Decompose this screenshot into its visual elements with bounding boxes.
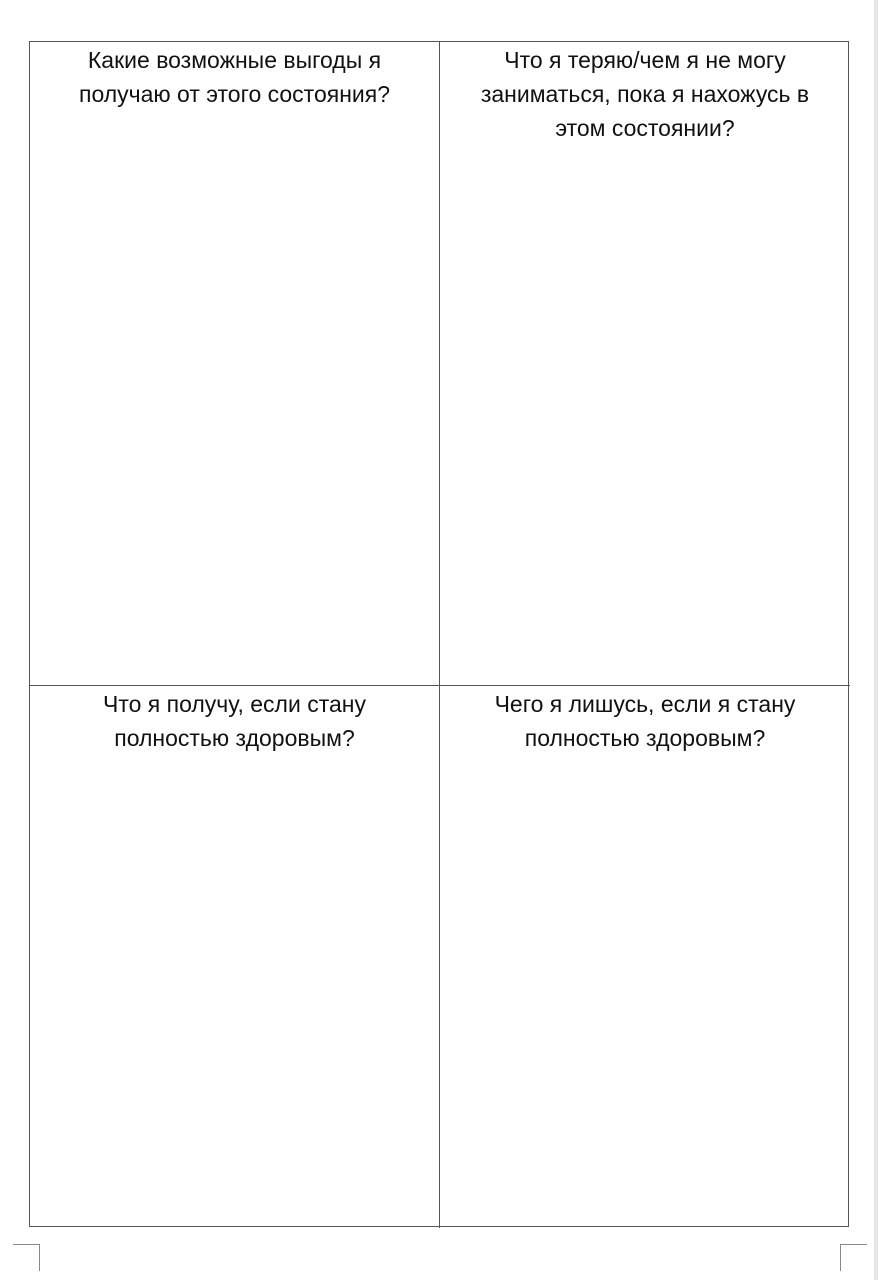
table-cell-gain-if-healthy[interactable]	[30, 686, 440, 1228]
worksheet-table	[29, 41, 849, 1227]
cell-question: Что я теряю/чем я не могу заниматься, пока я нахожусь в этом состоянии?	[480, 47, 810, 141]
page-edge-shadow	[874, 0, 878, 1280]
table-cell-losses[interactable]	[440, 42, 850, 686]
page-corner-mark-right	[840, 1244, 867, 1271]
cell-question: Что я получу, если стану полностью здоровым?	[103, 691, 366, 751]
page-corner-mark-left	[13, 1244, 40, 1271]
cell-question: Чего я лишусь, если я стану полностью здоровым?	[494, 691, 796, 751]
table-cell-benefits[interactable]	[30, 42, 440, 686]
table-cell-loss-if-healthy[interactable]	[440, 686, 850, 1228]
cell-question: Какие возможные выгоды я получаю от этого состояния?	[78, 47, 391, 107]
